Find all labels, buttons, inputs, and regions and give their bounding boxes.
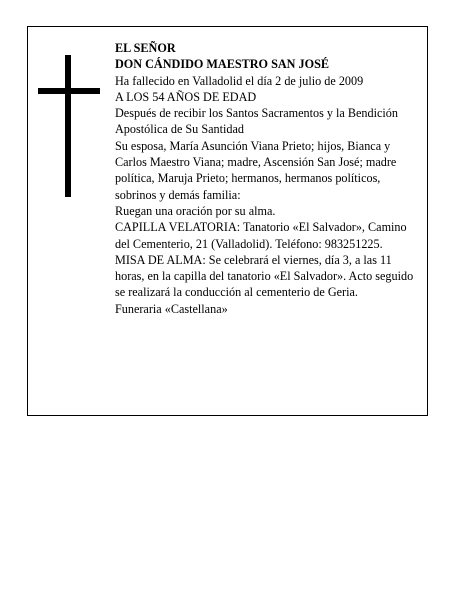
age-line: A LOS 54 AÑOS DE EDAD: [115, 89, 257, 104]
sacraments-line: Después de recibir los Santos Sacramentos y la Bendición Apostólica de Su Santidad: [115, 106, 398, 137]
notice-title: EL SEÑOR: [115, 41, 176, 55]
chapel-line: CAPILLA VELATORIA: Tanatorio «El Salvador», Camino del Cementerio, 21 (Valladolid). Teléfono: 983251225.: [115, 220, 407, 251]
deceased-name: DON CÁNDIDO MAESTRO SAN JOSÉ: [115, 57, 329, 72]
prayer-line: Ruegan una oración por su alma.: [115, 203, 276, 218]
cross-horizontal-bar: [38, 88, 100, 94]
cross-vertical-bar: [65, 55, 71, 197]
funeral-home-line: Funeraria «Castellana»: [115, 301, 228, 316]
death-info: Ha fallecido en Valladolid el día 2 de julio de 2009: [115, 73, 364, 88]
latin-cross-icon: [38, 55, 100, 197]
obituary-text: [115, 40, 415, 317]
mass-line: MISA DE ALMA: Se celebrará el viernes, día 3, a las 11 horas, en la capilla del tanatorio «El Salvador». Acto seguido se realizará la conducción al cementerio de Geria.: [115, 252, 414, 300]
family-line: Su esposa, María Asunción Viana Prieto; hijos, Bianca y Carlos Maestro Viana; madre, Ascensión San José; madre política, Maruja Prieto; hermanos, hermanos políticos, sobrinos y demás familia:: [115, 138, 397, 202]
